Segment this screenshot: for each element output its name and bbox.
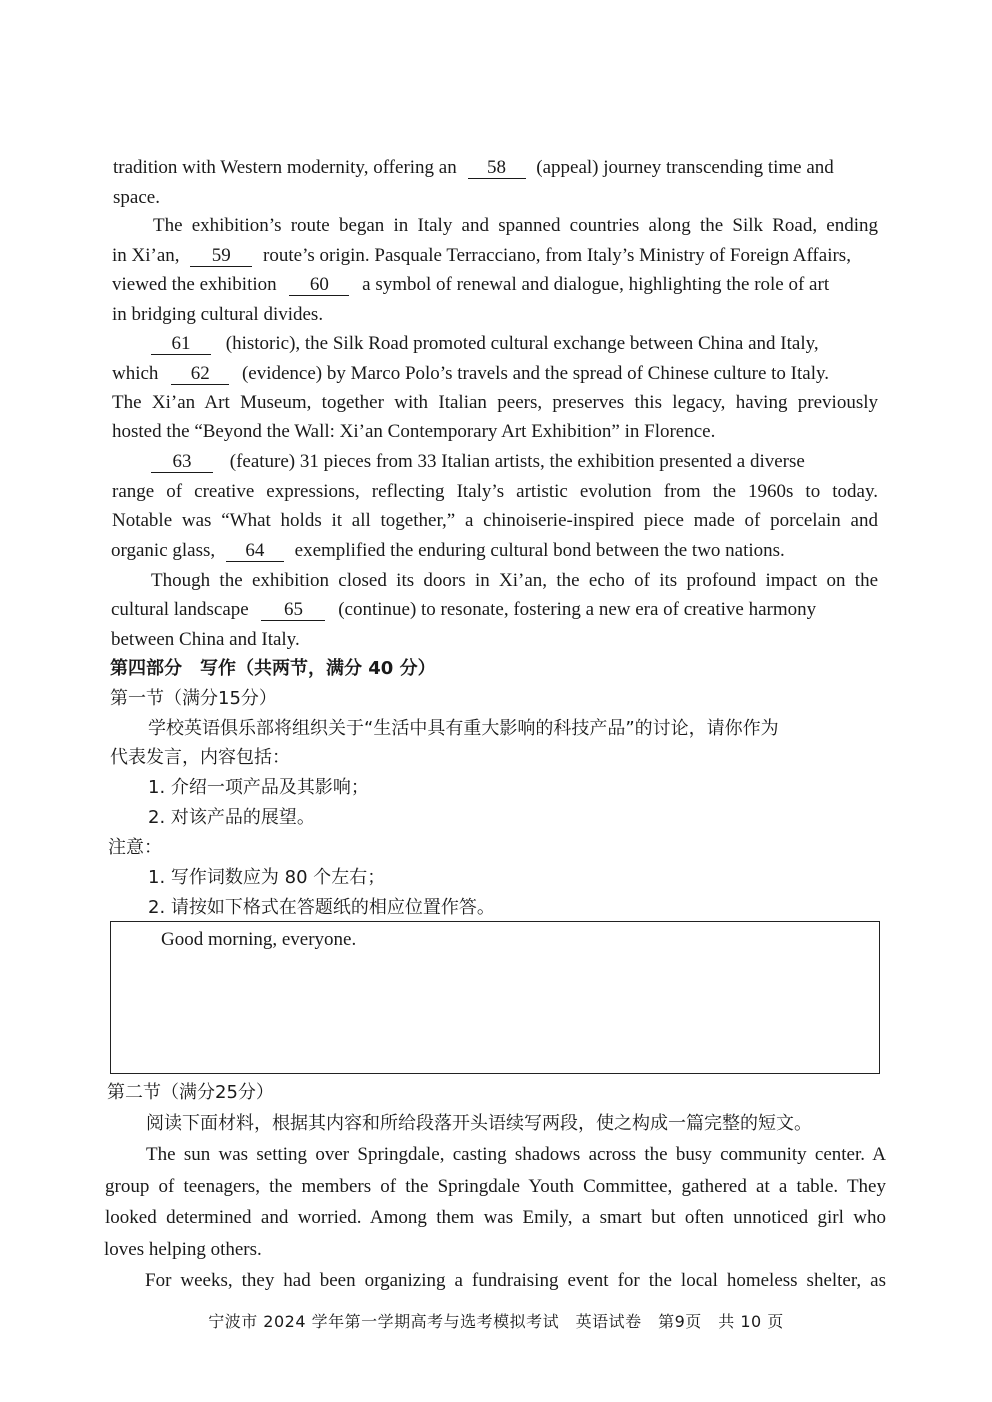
text: organic glass, [111, 540, 216, 561]
blank-64[interactable]: 64 [226, 541, 284, 562]
text: tradition with Western modernity, offering an [113, 157, 457, 178]
text: route’s origin. Pasquale Terracciano, from Italy’s Ministry of Foreign Affairs, [263, 245, 851, 266]
text: (evidence) by Marco Polo’s travels and the spread of Chinese culture to Italy. [241, 363, 829, 384]
passage-line: range of creative expressions, reflecting Italy’s artistic evolution from the 1960s to today. [112, 481, 878, 502]
passage-line [151, 332, 819, 356]
passage-line [113, 156, 834, 180]
passage-line: between China and Italy. [111, 629, 300, 650]
text: exemplified the enduring cultural bond between the two nations. [294, 540, 785, 561]
passage-line: The Xi’an Art Museum, together with Italian peers, preserves this legacy, having previously [112, 392, 878, 413]
blank-63[interactable]: 63 [151, 452, 213, 473]
answer-box[interactable] [110, 921, 880, 1074]
blank-62[interactable]: 62 [171, 364, 229, 385]
page-footer: 宁波市 2024 学年第一学期高考与选考模拟考试 英语试卷 第9页 共 10 页 [208, 1312, 784, 1331]
requirement-item: 1. 介绍一项产品及其影响； [148, 777, 369, 798]
section1-prompt: 代表发言，内容包括： [110, 747, 290, 768]
text: (continue) to resonate, fostering a new era of creative harmony [338, 599, 817, 620]
blank-61[interactable]: 61 [151, 334, 211, 355]
section2-instruction: 阅读下面材料，根据其内容和所给段落开头语续写两段，使之构成一篇完整的短文。 [146, 1113, 812, 1134]
section1-prompt: 学校英语俱乐部将组织关于“生活中具有重大影响的科技产品”的讨论，请你作为 [148, 718, 779, 739]
note-label: 注意： [108, 837, 162, 858]
section1-title: 第一节（满分15分） [110, 688, 277, 709]
story-line: group of teenagers, the members of the Springdale Youth Committee, gathered at a table. They [105, 1176, 886, 1197]
answer-box-text: Good morning, everyone. [161, 929, 357, 950]
story-line: looked determined and worried. Among them was Emily, a smart but often unnoticed girl who [105, 1207, 886, 1228]
blank-60[interactable]: 60 [289, 275, 349, 296]
text: (appeal) journey transcending time and [536, 157, 834, 178]
text: in Xi’an, [112, 245, 180, 266]
note-item: 2. 请按如下格式在答题纸的相应位置作答。 [148, 897, 495, 918]
text: (feature) 31 pieces from 33 Italian artists, the exhibition presented a diverse [229, 451, 805, 472]
passage-line: hosted the “Beyond the Wall: Xi’an Contemporary Art Exhibition” in Florence. [112, 421, 716, 442]
passage-line [111, 598, 816, 622]
passage-line [112, 273, 829, 297]
passage-line: Notable was “What holds it all together,” a chinoiserie-inspired piece made of porcelain and [112, 510, 878, 531]
story-line: For weeks, they had been organizing a fundraising event for the local homeless shelter, as [145, 1270, 886, 1291]
passage-line: in bridging cultural divides. [112, 304, 324, 325]
passage-line [151, 450, 805, 474]
text: a symbol of renewal and dialogue, highlighting the role of art [362, 274, 830, 295]
note-item: 1. 写作词数应为 80 个左右； [148, 867, 386, 888]
story-line: loves helping others. [104, 1239, 262, 1260]
section2-title: 第二节（满分25分） [107, 1082, 274, 1103]
blank-65[interactable]: 65 [261, 600, 325, 621]
text: viewed the exhibition [112, 274, 277, 295]
part4-title: 第四部分 写作（共两节，满分 40 分） [110, 658, 436, 679]
requirement-item: 2. 对该产品的展望。 [148, 807, 315, 828]
passage-line: space. [113, 187, 160, 208]
passage-line [112, 362, 829, 386]
passage-line [111, 539, 785, 563]
text: (historic), the Silk Road promoted cultural exchange between China and Italy, [225, 333, 819, 354]
blank-59[interactable]: 59 [190, 246, 252, 267]
text: cultural landscape [111, 599, 249, 620]
blank-58[interactable]: 58 [468, 158, 526, 179]
passage-line: The exhibition’s route began in Italy and spanned countries along the Silk Road, ending [153, 215, 878, 236]
passage-line [112, 244, 851, 268]
text: which [112, 363, 159, 384]
passage-line: Though the exhibition closed its doors in Xi’an, the echo of its profound impact on the [151, 570, 878, 591]
story-line: The sun was setting over Springdale, casting shadows across the busy community center. A [146, 1144, 886, 1165]
